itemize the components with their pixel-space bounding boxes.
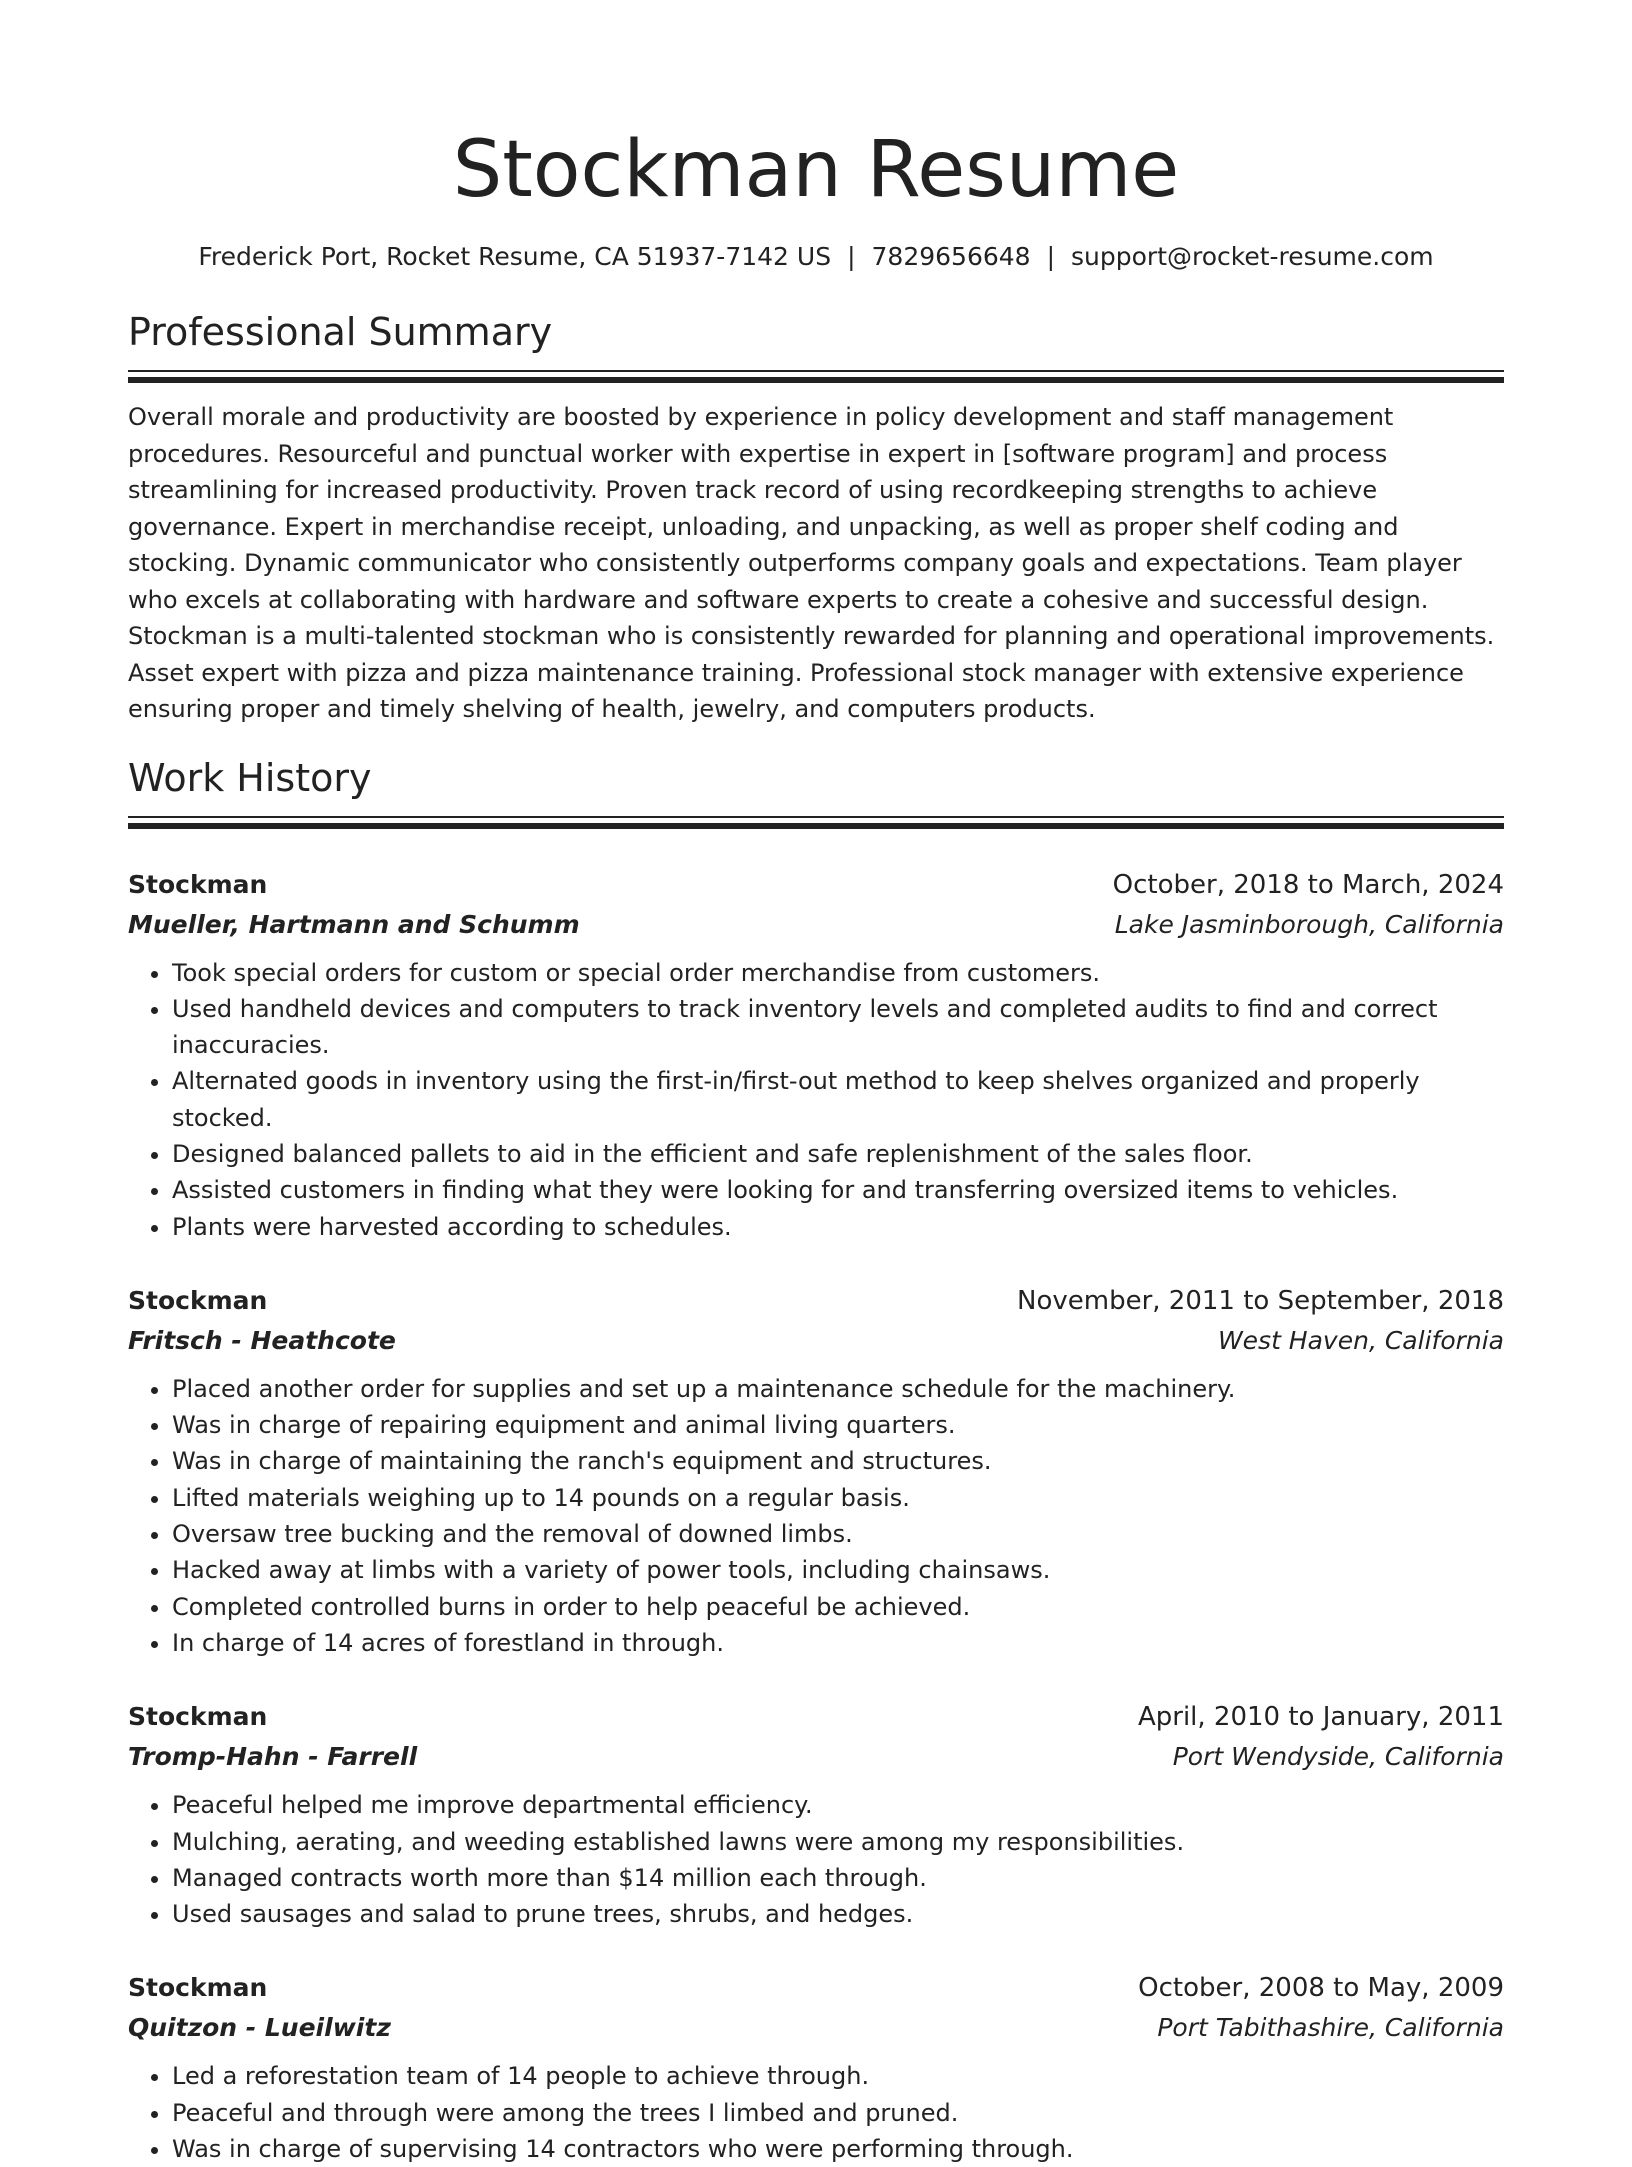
job-bullet: • Designed balanced pallets to aid in the efficient and safe replenishment of the sales floor. (172, 1136, 1504, 1172)
job-dates: November, 2011 to September, 2018 (1017, 1281, 1504, 1321)
job-company: Tromp-Hahn - Farrell (128, 1737, 417, 1777)
job-bullet-list (128, 955, 1504, 1245)
job-title: Stockman (128, 1697, 267, 1737)
job-bullet: • Managed contracts worth more than $14 million each through. (172, 1860, 1504, 1896)
job-entry (128, 1968, 1504, 2167)
job-company: Quitzon - Lueilwitz (128, 2008, 391, 2048)
job-location: Port Wendyside, California (1173, 1737, 1504, 1777)
job-bullet-list (128, 1787, 1504, 1932)
job-bullet: • Oversaw tree bucking and the removal of downed limbs. (172, 1516, 1504, 1552)
job-bullet: • Lifted materials weighing up to 14 pounds on a regular basis. (172, 1480, 1504, 1516)
job-bullet: • Plants were harvested according to schedules. (172, 1209, 1504, 1245)
divider-thin (128, 816, 1504, 818)
job-bullet: • Placed another order for supplies and set up a maintenance schedule for the machinery. (172, 1371, 1504, 1407)
job-title: Stockman (128, 865, 267, 905)
job-entry (128, 1281, 1504, 1661)
section-title-work-history: Work History (128, 754, 1504, 802)
job-entry (128, 1697, 1504, 1932)
job-location: Lake Jasminborough, California (1115, 905, 1504, 945)
contact-email: support@rocket-resume.com (1071, 242, 1434, 271)
resume-name: Stockman Resume (128, 0, 1504, 216)
job-bullet: • Used sausages and salad to prune trees, shrubs, and hedges. (172, 1896, 1504, 1932)
job-bullet: • Assisted customers in finding what they were looking for and transferring oversized items to vehicles. (172, 1172, 1504, 1208)
job-header-row (128, 1281, 1504, 1321)
resume-content (128, 0, 1504, 2167)
divider-thick (128, 377, 1504, 383)
job-company-row (128, 2008, 1504, 2048)
job-company: Mueller, Hartmann and Schumm (128, 905, 580, 945)
job-header-row (128, 1697, 1504, 1737)
job-company-row (128, 905, 1504, 945)
professional-summary-section (128, 308, 1504, 728)
job-title: Stockman (128, 1968, 267, 2008)
contact-address: Frederick Port, Rocket Resume, CA 51937-7142 US (198, 242, 831, 271)
job-header-row (128, 1968, 1504, 2008)
job-bullet: • In charge of 14 acres of forestland in through. (172, 1625, 1504, 1661)
section-title-summary: Professional Summary (128, 308, 1504, 356)
job-location: West Haven, California (1218, 1321, 1504, 1361)
divider-thin (128, 370, 1504, 372)
job-bullet: • Took special orders for custom or special order merchandise from customers. (172, 955, 1504, 991)
job-company-row (128, 1737, 1504, 1777)
job-bullet: • Used handheld devices and computers to track inventory levels and completed audits to find and correct inaccuracies. (172, 991, 1504, 1064)
summary-text: Overall morale and productivity are boosted by experience in policy development and staff management procedures. Resourceful and punctual worker with expertise in expert in [software program] and process streamlining for increased productivity. Proven track record of using recordkeeping strengths to achieve governance. Expert in merchandise receipt, unloading, and unpacking, as well as proper shelf coding and stocking. Dynamic communicator who consistently outperforms company goals and expectations. Team player who excels at collaborating with hardware and software experts to create a cohesive and successful design. Stockman is a multi-talented stockman who is consistently rewarded for planning and operational improvements. Asset expert with pizza and pizza maintenance training. Professional stock manager with extensive experience ensuring proper and timely shelving of health, jewelry, and computers products. (128, 399, 1504, 728)
job-entry (128, 865, 1504, 1245)
job-bullet: • Was in charge of repairing equipment and animal living quarters. (172, 1407, 1504, 1443)
job-bullet: • Was in charge of supervising 14 contractors who were performing through. (172, 2131, 1504, 2167)
job-bullet: • Peaceful and through were among the trees I limbed and pruned. (172, 2095, 1504, 2131)
job-company-row (128, 1321, 1504, 1361)
job-dates: April, 2010 to January, 2011 (1138, 1697, 1504, 1737)
section-divider (128, 816, 1504, 829)
job-bullet: • Led a reforestation team of 14 people to achieve through. (172, 2058, 1504, 2094)
job-dates: October, 2018 to March, 2024 (1113, 865, 1504, 905)
job-header-row (128, 865, 1504, 905)
job-company: Fritsch - Heathcote (128, 1321, 396, 1361)
job-title: Stockman (128, 1281, 267, 1321)
job-bullet-list (128, 2058, 1504, 2167)
contact-separator: | (831, 242, 871, 271)
job-bullet: • Mulching, aerating, and weeding established lawns were among my responsibilities. (172, 1824, 1504, 1860)
job-bullet-list (128, 1371, 1504, 1661)
contact-line (128, 240, 1504, 274)
job-dates: October, 2008 to May, 2009 (1138, 1968, 1504, 2008)
job-location: Port Tabithashire, California (1157, 2008, 1504, 2048)
job-bullet: • Completed controlled burns in order to help peaceful be achieved. (172, 1589, 1504, 1625)
job-bullet: • Hacked away at limbs with a variety of power tools, including chainsaws. (172, 1552, 1504, 1588)
job-list (128, 865, 1504, 2167)
section-divider (128, 370, 1504, 383)
contact-phone: 7829656648 (872, 242, 1031, 271)
job-bullet: • Peaceful helped me improve departmental efficiency. (172, 1787, 1504, 1823)
contact-separator: | (1031, 242, 1071, 271)
job-bullet: • Was in charge of maintaining the ranch's equipment and structures. (172, 1443, 1504, 1479)
work-history-section (128, 754, 1504, 2167)
job-bullet: • Alternated goods in inventory using the first-in/first-out method to keep shelves organized and properly stocked. (172, 1063, 1504, 1136)
divider-thick (128, 823, 1504, 829)
